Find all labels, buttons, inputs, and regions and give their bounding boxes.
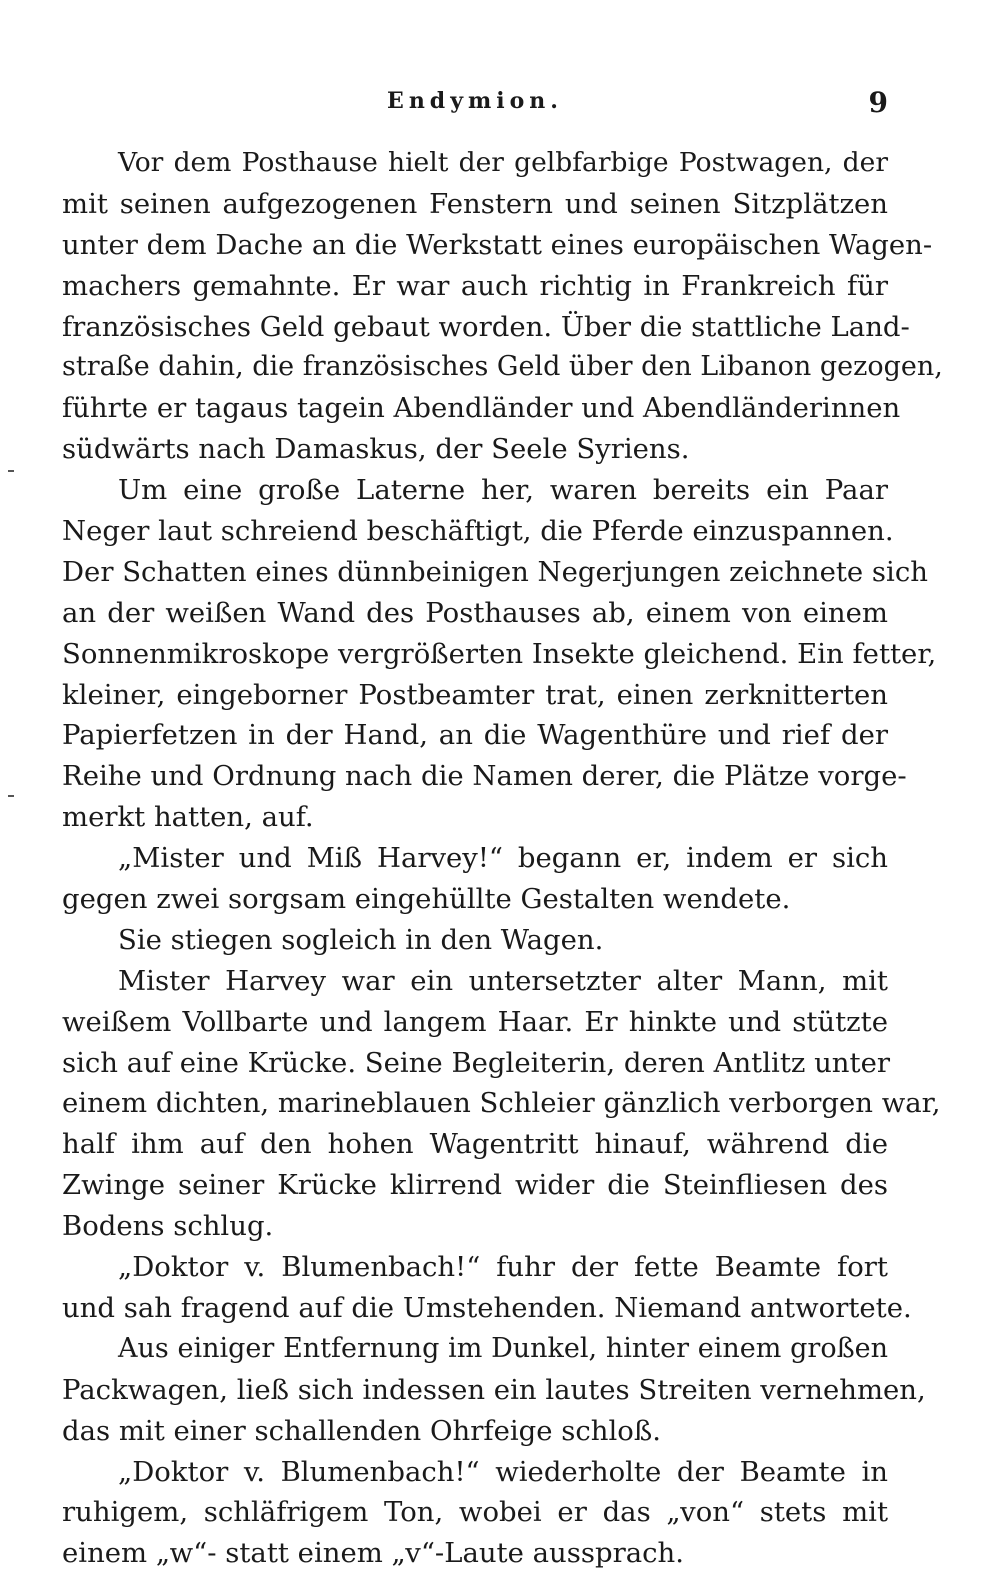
text-line: gegen zwei sorgsam eingehüllte Gestalten wendete. (62, 883, 791, 916)
text-line: mit seinen aufgezogenen Fenstern und seinen Sitzplätzen (62, 187, 888, 220)
text-line: sich auf eine Krücke. Seine Begleiterin, deren Antlitz unter (62, 1046, 890, 1079)
text-line: Mister Harvey war ein untersetzter alter Mann, mit (118, 964, 888, 997)
text-line: südwärts nach Damaskus, der Seele Syriens. (62, 433, 690, 466)
text-line: Sonnenmikroskope vergrößerten Insekte gleichend. Ein fetter, (62, 637, 937, 670)
text-line: Papierfetzen in der Hand, an die Wagenthüre und rief der (62, 719, 888, 752)
text-line: einem dichten, marineblauen Schleier gänzlich verborgen war, (62, 1087, 941, 1120)
body-text (62, 143, 943, 1574)
text-line: an der weißen Wand des Posthauses ab, einem von einem (62, 596, 888, 629)
text-line: Der Schatten eines dünnbeinigen Negerjungen zeichnete sich (62, 555, 928, 588)
running-title: Endymion. (387, 88, 563, 114)
text-line: half ihm auf den hohen Wagentritt hinauf, während die (62, 1128, 888, 1161)
page-header (62, 88, 888, 124)
text-line: Um eine große Laterne her, waren bereits ein Paar (118, 474, 888, 507)
text-line: Neger laut schreiend beschäftigt, die Pferde einzuspannen. (62, 515, 894, 548)
text-line: Bodens schlug. (62, 1210, 274, 1243)
text-line: „Doktor v. Blumenbach!“ wiederholte der Beamte in (118, 1455, 888, 1488)
text-line: kleiner, eingeborner Postbeamter trat, einen zerknitterten (62, 678, 888, 711)
text-line: das mit einer schallenden Ohrfeige schloß. (62, 1414, 661, 1447)
text-line: unter dem Dache an die Werkstatt eines europäischen Wagen- (62, 228, 933, 261)
page-number: 9 (868, 86, 888, 119)
text-line: Packwagen, ließ sich indessen ein lautes Streiten vernehmen, (62, 1373, 926, 1406)
text-line: „Mister und Miß Harvey!“ begann er, indem er sich (118, 842, 888, 875)
text-line: Reihe und Ordnung nach die Namen derer, die Plätze vorge- (62, 760, 907, 793)
text-line: Sie stiegen sogleich in den Wagen. (118, 923, 604, 956)
text-line: Aus einiger Entfernung im Dunkel, hinter einem großen (118, 1332, 888, 1364)
text-line: merkt hatten, auf. (62, 801, 314, 834)
text-line: ruhigem, schläfrigem Ton, wobei er das „von“ stets mit (62, 1496, 888, 1529)
text-line: straße dahin, die französisches Geld über den Libanon gezogen, (62, 351, 943, 383)
margin-mark (8, 470, 14, 472)
text-line: Zwinge seiner Krücke klirrend wider die Steinfliesen des (62, 1169, 888, 1202)
text-line: Vor dem Posthause hielt der gelbfarbige Postwagen, der (118, 147, 888, 178)
text-line: machers gemahnte. Er war auch richtig in Frankreich für (62, 269, 888, 302)
text-line: „Doktor v. Blumenbach!“ fuhr der fette Beamte fort (118, 1251, 888, 1284)
text-line: weißem Vollbarte und langem Haar. Er hinkte und stützte (62, 1005, 888, 1038)
text-line: und sah fragend auf die Umstehenden. Niemand antwortete. (62, 1291, 912, 1324)
text-line: französisches Geld gebaut worden. Über die stattliche Land- (62, 310, 910, 343)
margin-mark (8, 795, 14, 797)
text-line: führte er tagaus tagein Abendländer und Abendländerinnen (62, 392, 901, 425)
text-line: einem „w“- statt einem „v“-Laute aussprach. (62, 1537, 684, 1570)
